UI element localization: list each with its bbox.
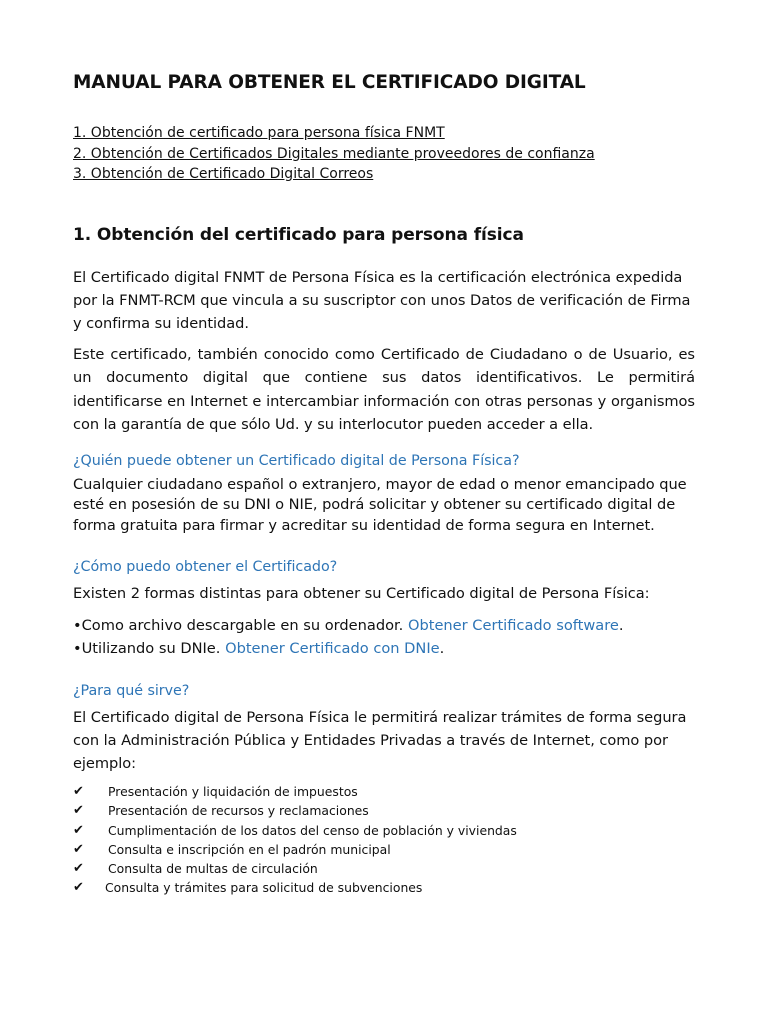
checkmark-icon: ✔ <box>73 784 84 800</box>
checkmark-icon: ✔ <box>73 803 84 819</box>
list-item <box>73 782 695 801</box>
toc-link-2[interactable]: 2. Obtención de Certificados Digitales mediante proveedores de confianza <box>73 145 595 162</box>
dnie-certificate-link[interactable]: Obtener Certificado con DNIe <box>225 639 440 657</box>
question-purpose: ¿Para qué sirve? <box>73 682 190 699</box>
list-item-end: . <box>618 616 624 634</box>
list-item <box>73 840 695 859</box>
list-item-text: Utilizando su DNIe. <box>81 639 226 657</box>
checkmark-icon: ✔ <box>73 822 84 838</box>
check-item-text: Cumplimentación de los datos del censo de población y viviendas <box>108 822 517 838</box>
intro-paragraph: El Certificado digital FNMT de Persona Física es la certificación electrónica expedida por la FNMT-RCM que vincula a su suscriptor con unos Datos de verificación de Firma y confirma su identidad. <box>73 268 691 332</box>
answer-purpose: El Certificado digital de Persona Física le permitirá realizar trámites de forma segura con la Administración Pública y Entidades Privadas a través de Internet, como por ejemplo: <box>73 708 687 773</box>
toc-link-1[interactable]: 1. Obtención de certificado para persona física FNMT <box>73 125 445 141</box>
checkmark-icon: ✔ <box>73 880 84 896</box>
list-item-text: Como archivo descargable en su ordenador. <box>81 616 408 634</box>
bullet-marker: • <box>73 639 82 657</box>
check-item-text: Consulta e inscripción en el padrón municipal <box>108 841 391 857</box>
question-how: ¿Cómo puedo obtener el Certificado? <box>73 559 338 576</box>
list-item <box>73 614 695 637</box>
document-title: MANUAL PARA OBTENER EL CERTIFICADO DIGITAL <box>73 72 586 93</box>
description-paragraph: Este certificado, también conocido como Certificado de Ciudadano o de Usuario, es un documento digital que contiene sus datos identificativos. Le permitirá identificarse en Internet e intercambiar información con otras personas y organismos con la garantía de que sólo Ud. y su interlocutor pueden acceder a ella. <box>73 346 695 433</box>
question-who: ¿Quién puede obtener un Certificado digital de Persona Física? <box>73 452 520 469</box>
list-item <box>73 801 695 820</box>
list-item <box>73 878 695 897</box>
answer-how: Existen 2 formas distintas para obtener su Certificado digital de Persona Física: <box>73 585 650 603</box>
answer-who: Cualquier ciudadano español o extranjero, mayor de edad o menor emancipado que esté en posesión de su DNI o NIE, podrá solicitar y obtener su certificado digital de forma gratuita para firmar y acreditar su identidad de forma segura en Internet. <box>73 475 687 534</box>
toc-link-3[interactable]: 3. Obtención de Certificado Digital Correos <box>73 166 374 182</box>
bullet-marker: • <box>73 616 82 634</box>
section-heading: 1. Obtención del certificado para persona física <box>73 224 524 245</box>
list-item-end: . <box>439 639 445 657</box>
table-of-contents <box>73 123 695 185</box>
check-item-text: Consulta de multas de circulación <box>108 860 318 876</box>
list-item <box>73 637 695 660</box>
list-item <box>73 859 695 878</box>
uses-checklist <box>73 782 695 897</box>
check-item-text: Presentación y liquidación de impuestos <box>108 784 358 800</box>
document-page <box>73 70 695 897</box>
methods-list <box>73 614 695 660</box>
check-item-text: Consulta y trámites para solicitud de subvenciones <box>105 880 423 896</box>
list-item <box>73 821 695 840</box>
check-item-text: Presentación de recursos y reclamaciones <box>108 803 369 819</box>
checkmark-icon: ✔ <box>73 841 84 857</box>
software-certificate-link[interactable]: Obtener Certificado software <box>407 616 619 634</box>
checkmark-icon: ✔ <box>73 860 84 876</box>
